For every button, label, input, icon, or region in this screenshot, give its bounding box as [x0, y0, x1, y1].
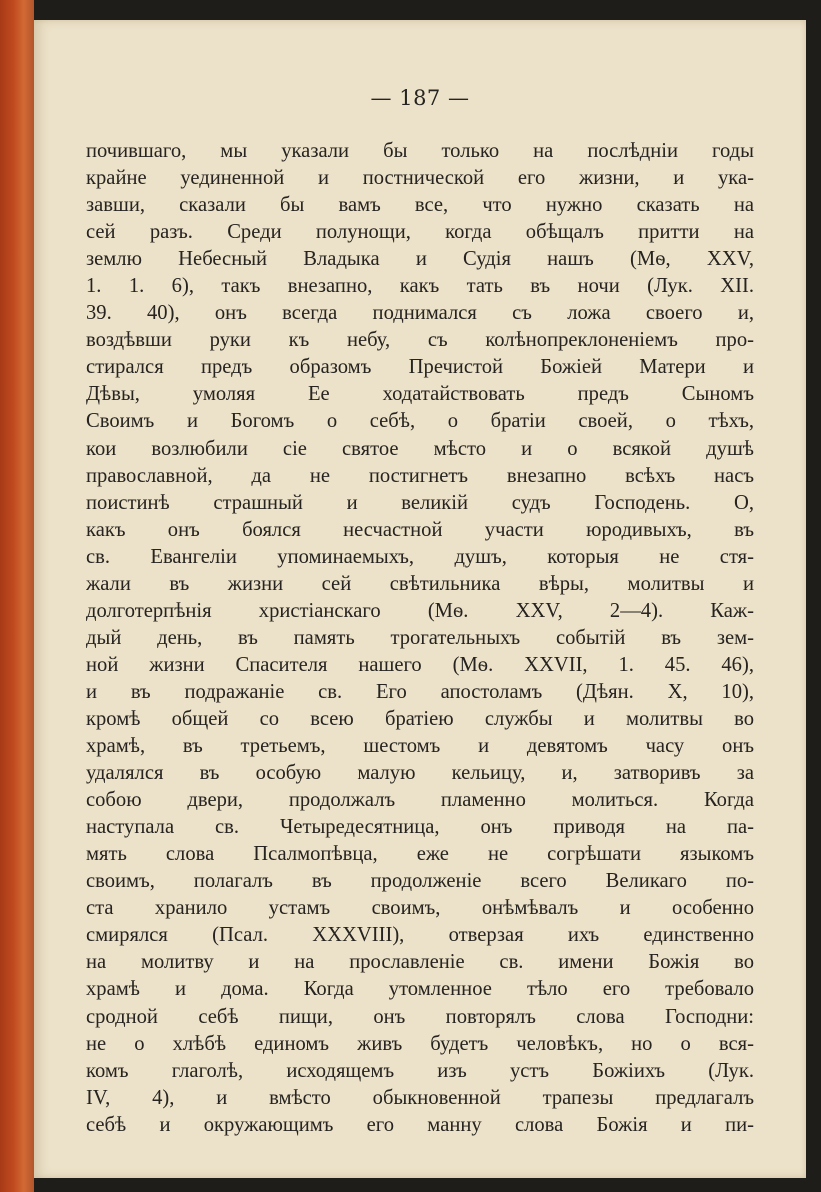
text-line: на молитву и на прославленiе св. имени Божiя во [86, 951, 754, 974]
text-line: сей разъ. Среди полунощи, когда обѣщалъ притти на [86, 221, 754, 244]
text-line: какъ онъ боялся несчастной участи юродивыхъ, въ [86, 518, 754, 541]
text-line: 1. 1. 6), такъ внезапно, какъ тать въ ночи (Лук. XII. [86, 275, 754, 298]
text-line: крайне уединенной и постнической его жизни, и ука- [86, 167, 754, 190]
text-line: св. Евангелiи упоминаемыхъ, душъ, которыя не стя- [86, 545, 754, 568]
text-line: 39. 40), онъ всегда поднимался съ ложа своего и, [86, 302, 754, 325]
text-line: удалялся въ особую малую кельицу, и, затворивъ за [86, 762, 754, 785]
text-line: Дѣвы, умоляя Ее ходатайствовать предъ Сыномъ [86, 383, 754, 406]
text-line: и въ подражанiе св. Его апостоламъ (Дѣян. X, 10), [86, 680, 754, 703]
text-line: дый день, въ память трогательныхъ событiй въ зем- [86, 626, 754, 649]
text-line: жали въ жизни сей свѣтильника вѣры, молитвы и [86, 572, 754, 595]
text-line: стирался предъ образомъ Пречистой Божiей Матери и [86, 356, 754, 379]
text-line: почившаго, мы указали бы только на послѣднiи годы [86, 140, 754, 162]
text-line: кромѣ общей со всею братiею службы и молитвы во [86, 707, 754, 730]
text-line: землю Небесный Владыка и Судiя нашъ (Мѳ, XXV, [86, 248, 754, 271]
text-line: комъ глаголѣ, исходящемъ изъ устъ Божiихъ (Лук. [86, 1059, 754, 1082]
text-line: IV, 4), и вмѣсто обыкновенной трапезы предлагалъ [86, 1086, 754, 1109]
book-page [34, 20, 806, 1178]
text-line: смирялся (Псал. XXXVIII), отверзая ихъ единственно [86, 924, 754, 947]
text-line: кои возлюбили сiе святое мѣсто и о всякой душѣ [86, 437, 754, 460]
book-spine-edge [0, 0, 34, 1192]
text-line: наступала св. Четыредесятница, онъ приводя на па- [86, 816, 754, 839]
text-line: православной, да не постигнетъ внезапно всѣхъ насъ [86, 464, 754, 487]
text-line: воздѣвши руки къ небу, съ колѣнопреклоненiемъ про- [86, 329, 754, 352]
text-line: собою двери, продолжалъ пламенно молиться. Когда [86, 789, 754, 812]
text-line: ной жизни Спасителя нашего (Мѳ. XXVII, 1. 45. 46), [86, 653, 754, 676]
text-line: своимъ, полагалъ въ продолженiе всего Великаго по- [86, 870, 754, 893]
text-line: завши, сказали бы вамъ все, что нужно сказать на [86, 194, 754, 217]
text-line: храмѣ и дома. Когда утомленное тѣло его требовало [86, 978, 754, 1001]
text-line: ста хранило устамъ своимъ, онѣмѣвалъ и особенно [86, 897, 754, 920]
text-line: Своимъ и Богомъ о себѣ, о братiи своей, о тѣхъ, [86, 410, 754, 433]
text-line: мять слова Псалмопѣвца, еже не согрѣшати языкомъ [86, 843, 754, 866]
text-line: долготерпѣнiя христiанскаго (Мѳ. XXV, 2—4). Каж- [86, 599, 754, 622]
text-line: храмѣ, въ третьемъ, шестомъ и девятомъ часу онъ [86, 735, 754, 758]
page-number: — 187 — [370, 86, 470, 110]
text-line: не о хлѣбѣ единомъ живъ будетъ человѣкъ, но о вся- [86, 1032, 754, 1055]
text-line: себѣ и окружающимъ его манну слова Божiя и пи- [86, 1113, 754, 1136]
body-text [86, 138, 754, 1139]
text-line: сродной себѣ пищи, онъ повторялъ слова Господни: [86, 1005, 754, 1028]
text-line: поистинѣ страшный и великiй судъ Господень. О, [86, 491, 754, 514]
